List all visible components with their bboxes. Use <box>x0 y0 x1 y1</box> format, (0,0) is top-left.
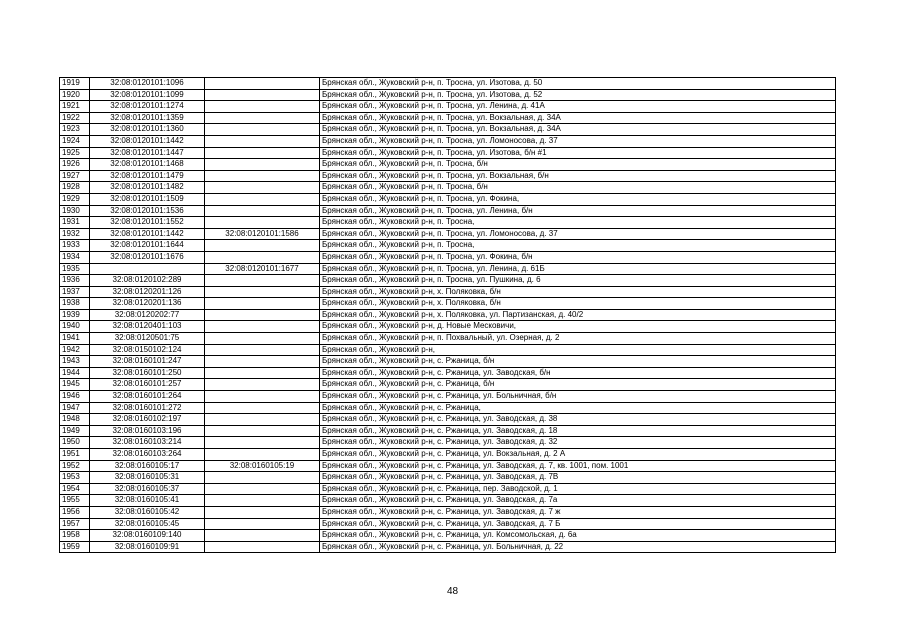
table-row <box>60 193 836 205</box>
cadastral-number-cell: 32:08:0150102:124 <box>90 344 205 356</box>
address-cell: Брянская обл., Жуковский р-н, п. Тросна, <box>320 240 836 252</box>
cadastral-number-cell: 32:08:0120101:1360 <box>90 124 205 136</box>
previous-cadastral-number-cell <box>205 275 320 287</box>
address-cell: Брянская обл., Жуковский р-н, с. Ржаница, б/н <box>320 379 836 391</box>
row-number-cell: 1949 <box>60 425 90 437</box>
cadastral-number-cell: 32:08:0120101:1536 <box>90 205 205 217</box>
table-row <box>60 309 836 321</box>
cadastral-number-cell: 32:08:0120101:1096 <box>90 78 205 90</box>
address-cell: Брянская обл., Жуковский р-н, п. Тросна, ул. Фокина, б/н <box>320 251 836 263</box>
address-cell: Брянская обл., Жуковский р-н, п. Тросна, ул. Вокзальная, д. 34А <box>320 124 836 136</box>
address-cell: Брянская обл., Жуковский р-н, п. Тросна, ул. Вокзальная, б/н <box>320 170 836 182</box>
cadastral-number-cell: 32:08:0160101:264 <box>90 391 205 403</box>
row-number-cell: 1921 <box>60 101 90 113</box>
table-row <box>60 391 836 403</box>
previous-cadastral-number-cell <box>205 425 320 437</box>
table-row <box>60 460 836 472</box>
table-row <box>60 170 836 182</box>
previous-cadastral-number-cell <box>205 437 320 449</box>
cadastral-number-cell: 32:08:0160105:41 <box>90 495 205 507</box>
cadastral-number-cell: 32:08:0160105:17 <box>90 460 205 472</box>
address-cell: Брянская обл., Жуковский р-н, с. Ржаница, ул. Заводская, д. 18 <box>320 425 836 437</box>
previous-cadastral-number-cell <box>205 89 320 101</box>
row-number-cell: 1953 <box>60 472 90 484</box>
row-number-cell: 1931 <box>60 217 90 229</box>
cadastral-number-cell: 32:08:0160101:257 <box>90 379 205 391</box>
row-number-cell: 1929 <box>60 193 90 205</box>
address-cell: Брянская обл., Жуковский р-н, х. Поляковка, б/н <box>320 286 836 298</box>
cadastral-number-cell: 32:08:0120201:126 <box>90 286 205 298</box>
previous-cadastral-number-cell <box>205 170 320 182</box>
cadastral-number-cell: 32:08:0160105:37 <box>90 483 205 495</box>
table-row <box>60 159 836 171</box>
cadastral-number-cell: 32:08:0160109:91 <box>90 541 205 553</box>
row-number-cell: 1942 <box>60 344 90 356</box>
table-row <box>60 251 836 263</box>
table-row <box>60 530 836 542</box>
table-row <box>60 147 836 159</box>
row-number-cell: 1927 <box>60 170 90 182</box>
cadastral-number-cell: 32:08:0120101:1644 <box>90 240 205 252</box>
previous-cadastral-number-cell <box>205 495 320 507</box>
previous-cadastral-number-cell <box>205 333 320 345</box>
table-row <box>60 298 836 310</box>
row-number-cell: 1950 <box>60 437 90 449</box>
previous-cadastral-number-cell <box>205 286 320 298</box>
address-cell: Брянская обл., Жуковский р-н, п. Тросна, ул. Ленина, д. 61Б <box>320 263 836 275</box>
table-row <box>60 425 836 437</box>
previous-cadastral-number-cell <box>205 240 320 252</box>
previous-cadastral-number-cell <box>205 449 320 461</box>
previous-cadastral-number-cell <box>205 251 320 263</box>
address-cell: Брянская обл., Жуковский р-н, п. Тросна, ул. Изотова, д. 50 <box>320 78 836 90</box>
row-number-cell: 1922 <box>60 112 90 124</box>
table-row <box>60 506 836 518</box>
cadastral-number-cell: 32:08:0120101:1442 <box>90 135 205 147</box>
cadastral-number-cell: 32:08:0160101:250 <box>90 367 205 379</box>
cadastral-number-cell: 32:08:0120101:1552 <box>90 217 205 229</box>
row-number-cell: 1937 <box>60 286 90 298</box>
previous-cadastral-number-cell <box>205 78 320 90</box>
previous-cadastral-number-cell <box>205 298 320 310</box>
cadastral-number-cell: 32:08:0160105:31 <box>90 472 205 484</box>
row-number-cell: 1935 <box>60 263 90 275</box>
row-number-cell: 1926 <box>60 159 90 171</box>
row-number-cell: 1948 <box>60 414 90 426</box>
previous-cadastral-number-cell <box>205 124 320 136</box>
cadastral-number-cell: 32:08:0120101:1468 <box>90 159 205 171</box>
previous-cadastral-number-cell <box>205 472 320 484</box>
previous-cadastral-number-cell <box>205 101 320 113</box>
row-number-cell: 1957 <box>60 518 90 530</box>
table-row <box>60 379 836 391</box>
address-cell: Брянская обл., Жуковский р-н, с. Ржаница, ул. Заводская, д. 32 <box>320 437 836 449</box>
table-row <box>60 518 836 530</box>
previous-cadastral-number-cell <box>205 367 320 379</box>
address-cell: Брянская обл., Жуковский р-н, с. Ржаница, <box>320 402 836 414</box>
address-cell: Брянская обл., Жуковский р-н, п. Тросна, <box>320 217 836 229</box>
address-cell: Брянская обл., Жуковский р-н, с. Ржаница, ул. Больничная, д. 22 <box>320 541 836 553</box>
registry-table <box>59 77 836 553</box>
table-row <box>60 89 836 101</box>
cadastral-number-cell: 32:08:0160102:197 <box>90 414 205 426</box>
address-cell: Брянская обл., Жуковский р-н, д. Новые Месковичи, <box>320 321 836 333</box>
row-number-cell: 1954 <box>60 483 90 495</box>
previous-cadastral-number-cell <box>205 135 320 147</box>
address-cell: Брянская обл., Жуковский р-н, с. Ржаница, ул. Вокзальная, д. 2 А <box>320 449 836 461</box>
cadastral-number-cell: 32:08:0120202:77 <box>90 309 205 321</box>
table-row <box>60 356 836 368</box>
previous-cadastral-number-cell <box>205 356 320 368</box>
row-number-cell: 1923 <box>60 124 90 136</box>
table-row <box>60 321 836 333</box>
cadastral-number-cell: 32:08:0160103:214 <box>90 437 205 449</box>
cadastral-number-cell: 32:08:0120401:103 <box>90 321 205 333</box>
registry-table-body <box>60 78 836 553</box>
address-cell: Брянская обл., Жуковский р-н, <box>320 344 836 356</box>
row-number-cell: 1936 <box>60 275 90 287</box>
address-cell: Брянская обл., Жуковский р-н, с. Ржаница, пер. Заводской, д. 1 <box>320 483 836 495</box>
row-number-cell: 1940 <box>60 321 90 333</box>
table-row <box>60 112 836 124</box>
cadastral-number-cell: 32:08:0120501:75 <box>90 333 205 345</box>
address-cell: Брянская обл., Жуковский р-н, с. Ржаница, б/н <box>320 356 836 368</box>
address-cell: Брянская обл., Жуковский р-н, п. Тросна, ул. Фокина, <box>320 193 836 205</box>
table-row <box>60 78 836 90</box>
cadastral-number-cell: 32:08:0120101:1359 <box>90 112 205 124</box>
table-row <box>60 263 836 275</box>
address-cell: Брянская обл., Жуковский р-н, с. Ржаница, ул. Заводская, д. 7 ж <box>320 506 836 518</box>
previous-cadastral-number-cell <box>205 541 320 553</box>
cadastral-number-cell: 32:08:0160105:45 <box>90 518 205 530</box>
row-number-cell: 1933 <box>60 240 90 252</box>
row-number-cell: 1934 <box>60 251 90 263</box>
row-number-cell: 1943 <box>60 356 90 368</box>
table-row <box>60 333 836 345</box>
previous-cadastral-number-cell <box>205 309 320 321</box>
address-cell: Брянская обл., Жуковский р-н, п. Тросна, ул. Ленина, б/н <box>320 205 836 217</box>
table-row <box>60 414 836 426</box>
table-row <box>60 344 836 356</box>
previous-cadastral-number-cell <box>205 518 320 530</box>
row-number-cell: 1930 <box>60 205 90 217</box>
cadastral-number-cell: 32:08:0160109:140 <box>90 530 205 542</box>
previous-cadastral-number-cell <box>205 414 320 426</box>
row-number-cell: 1919 <box>60 78 90 90</box>
address-cell: Брянская обл., Жуковский р-н, с. Ржаница, ул. Заводская, д. 38 <box>320 414 836 426</box>
cadastral-number-cell: 32:08:0160101:272 <box>90 402 205 414</box>
row-number-cell: 1939 <box>60 309 90 321</box>
previous-cadastral-number-cell <box>205 506 320 518</box>
address-cell: Брянская обл., Жуковский р-н, с. Ржаница, ул. Заводская, б/н <box>320 367 836 379</box>
address-cell: Брянская обл., Жуковский р-н, с. Ржаница, ул. Заводская, д. 7 Б <box>320 518 836 530</box>
previous-cadastral-number-cell: 32:08:0120101:1586 <box>205 228 320 240</box>
address-cell: Брянская обл., Жуковский р-н, х. Поляковка, ул. Партизанская, д. 40/2 <box>320 309 836 321</box>
table-row <box>60 228 836 240</box>
cadastral-number-cell: 32:08:0160101:247 <box>90 356 205 368</box>
address-cell: Брянская обл., Жуковский р-н, п. Тросна, ул. Пушкина, д. 6 <box>320 275 836 287</box>
cadastral-number-cell: 32:08:0120102:289 <box>90 275 205 287</box>
cadastral-number-cell: 32:08:0120101:1676 <box>90 251 205 263</box>
address-cell: Брянская обл., Жуковский р-н, п. Похвальный, ул. Озерная, д. 2 <box>320 333 836 345</box>
previous-cadastral-number-cell <box>205 112 320 124</box>
address-cell: Брянская обл., Жуковский р-н, с. Ржаница, ул. Комсомольская, д. 6а <box>320 530 836 542</box>
cadastral-number-cell: 32:08:0120101:1479 <box>90 170 205 182</box>
table-row <box>60 135 836 147</box>
address-cell: Брянская обл., Жуковский р-н, п. Тросна, ул. Изотова, д. 52 <box>320 89 836 101</box>
table-row <box>60 182 836 194</box>
row-number-cell: 1924 <box>60 135 90 147</box>
previous-cadastral-number-cell <box>205 205 320 217</box>
row-number-cell: 1920 <box>60 89 90 101</box>
row-number-cell: 1952 <box>60 460 90 472</box>
row-number-cell: 1951 <box>60 449 90 461</box>
table-row <box>60 402 836 414</box>
page-number: 48 <box>446 586 459 597</box>
table-row <box>60 472 836 484</box>
row-number-cell: 1946 <box>60 391 90 403</box>
previous-cadastral-number-cell <box>205 147 320 159</box>
row-number-cell: 1941 <box>60 333 90 345</box>
previous-cadastral-number-cell <box>205 321 320 333</box>
row-number-cell: 1956 <box>60 506 90 518</box>
table-row <box>60 541 836 553</box>
row-number-cell: 1938 <box>60 298 90 310</box>
table-row <box>60 217 836 229</box>
cadastral-number-cell <box>90 263 205 275</box>
address-cell: Брянская обл., Жуковский р-н, п. Тросна, ул. Ломоносова, д. 37 <box>320 228 836 240</box>
row-number-cell: 1958 <box>60 530 90 542</box>
cadastral-number-cell: 32:08:0160103:264 <box>90 449 205 461</box>
previous-cadastral-number-cell: 32:08:0160105:19 <box>205 460 320 472</box>
cadastral-number-cell: 32:08:0120101:1442 <box>90 228 205 240</box>
table-row <box>60 286 836 298</box>
address-cell: Брянская обл., Жуковский р-н, с. Ржаница, ул. Заводская, д. 7а <box>320 495 836 507</box>
previous-cadastral-number-cell <box>205 344 320 356</box>
previous-cadastral-number-cell <box>205 379 320 391</box>
previous-cadastral-number-cell <box>205 193 320 205</box>
cadastral-number-cell: 32:08:0120101:1482 <box>90 182 205 194</box>
address-cell: Брянская обл., Жуковский р-н, п. Тросна, ул. Вокзальная, д. 34А <box>320 112 836 124</box>
row-number-cell: 1928 <box>60 182 90 194</box>
cadastral-number-cell: 32:08:0120201:136 <box>90 298 205 310</box>
previous-cadastral-number-cell <box>205 217 320 229</box>
table-row <box>60 495 836 507</box>
table-row <box>60 240 836 252</box>
address-cell: Брянская обл., Жуковский р-н, п. Тросна, ул. Изотова, б/н #1 <box>320 147 836 159</box>
table-row <box>60 483 836 495</box>
address-cell: Брянская обл., Жуковский р-н, с. Ржаница, ул. Заводская, д. 7, кв. 1001, пом. 1001 <box>320 460 836 472</box>
row-number-cell: 1945 <box>60 379 90 391</box>
table-row <box>60 205 836 217</box>
address-cell: Брянская обл., Жуковский р-н, п. Тросна, ул. Ленина, д. 41А <box>320 101 836 113</box>
previous-cadastral-number-cell <box>205 391 320 403</box>
cadastral-number-cell: 32:08:0120101:1099 <box>90 89 205 101</box>
table-row <box>60 124 836 136</box>
row-number-cell: 1959 <box>60 541 90 553</box>
cadastral-number-cell: 32:08:0120101:1509 <box>90 193 205 205</box>
address-cell: Брянская обл., Жуковский р-н, п. Тросна, б/н <box>320 159 836 171</box>
address-cell: Брянская обл., Жуковский р-н, х. Поляковка, б/н <box>320 298 836 310</box>
table-row <box>60 437 836 449</box>
address-cell: Брянская обл., Жуковский р-н, с. Ржаница, ул. Заводская, д. 7В <box>320 472 836 484</box>
table-row <box>60 275 836 287</box>
row-number-cell: 1932 <box>60 228 90 240</box>
row-number-cell: 1925 <box>60 147 90 159</box>
previous-cadastral-number-cell <box>205 483 320 495</box>
address-cell: Брянская обл., Жуковский р-н, п. Тросна, ул. Ломоносова, д. 37 <box>320 135 836 147</box>
table-row <box>60 367 836 379</box>
previous-cadastral-number-cell: 32:08:0120101:1677 <box>205 263 320 275</box>
table-row <box>60 101 836 113</box>
address-cell: Брянская обл., Жуковский р-н, п. Тросна, б/н <box>320 182 836 194</box>
previous-cadastral-number-cell <box>205 182 320 194</box>
row-number-cell: 1944 <box>60 367 90 379</box>
cadastral-number-cell: 32:08:0120101:1447 <box>90 147 205 159</box>
previous-cadastral-number-cell <box>205 402 320 414</box>
address-cell: Брянская обл., Жуковский р-н, с. Ржаница, ул. Больничная, б/н <box>320 391 836 403</box>
cadastral-number-cell: 32:08:0160105:42 <box>90 506 205 518</box>
cadastral-number-cell: 32:08:0160103:196 <box>90 425 205 437</box>
cadastral-number-cell: 32:08:0120101:1274 <box>90 101 205 113</box>
row-number-cell: 1955 <box>60 495 90 507</box>
row-number-cell: 1947 <box>60 402 90 414</box>
table-row <box>60 449 836 461</box>
previous-cadastral-number-cell <box>205 530 320 542</box>
previous-cadastral-number-cell <box>205 159 320 171</box>
